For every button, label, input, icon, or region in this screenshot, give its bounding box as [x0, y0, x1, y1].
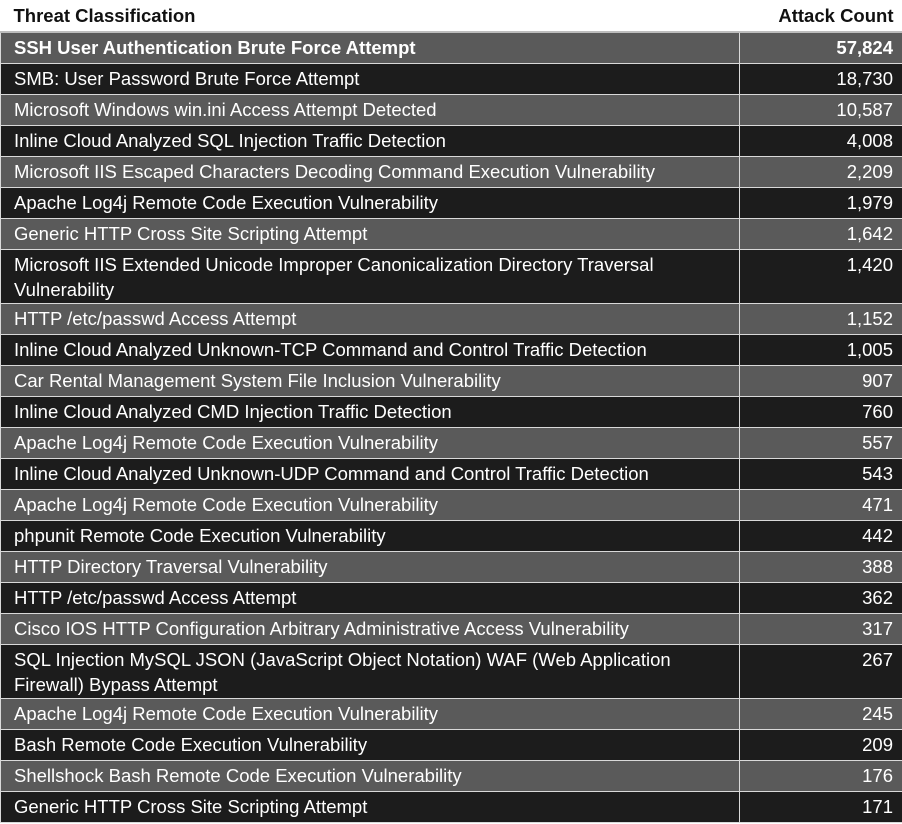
threat-name-cell: SQL Injection MySQL JSON (JavaScript Object Notation) WAF (Web Application Firewall) Bypass Attempt	[1, 644, 740, 698]
attack-count-cell: 171	[740, 791, 902, 822]
attack-count-cell: 245	[740, 698, 902, 729]
threat-name-cell: Apache Log4j Remote Code Execution Vulnerability	[1, 698, 740, 729]
attack-count-cell: 209	[740, 729, 902, 760]
attack-count-cell: 543	[740, 458, 902, 489]
threat-name-cell: Microsoft Windows win.ini Access Attempt Detected	[1, 94, 740, 125]
attack-count-cell: 1,979	[740, 187, 902, 218]
threat-name-cell: SMB: User Password Brute Force Attempt	[1, 63, 740, 94]
table-row	[1, 458, 902, 489]
threat-name-cell: phpunit Remote Code Execution Vulnerability	[1, 520, 740, 551]
table-row	[1, 334, 902, 365]
attack-count-cell: 18,730	[740, 63, 902, 94]
table-row	[1, 644, 902, 698]
attack-count-cell: 2,209	[740, 156, 902, 187]
threat-name-cell: Apache Log4j Remote Code Execution Vulnerability	[1, 427, 740, 458]
attack-count-cell: 1,152	[740, 303, 902, 334]
table-row	[1, 551, 902, 582]
header-threat-classification: Threat Classification	[1, 0, 740, 32]
threat-name-cell: Apache Log4j Remote Code Execution Vulnerability	[1, 489, 740, 520]
threat-name-cell: Microsoft IIS Escaped Characters Decoding Command Execution Vulnerability	[1, 156, 740, 187]
attack-count-cell: 557	[740, 427, 902, 458]
threat-name-cell: Inline Cloud Analyzed Unknown-TCP Command and Control Traffic Detection	[1, 334, 740, 365]
threat-name-cell: Microsoft IIS Extended Unicode Improper Canonicalization Directory Traversal Vulnerability	[1, 249, 740, 303]
table-row	[1, 489, 902, 520]
table-row	[1, 613, 902, 644]
table-row	[1, 156, 902, 187]
threat-name-cell: Bash Remote Code Execution Vulnerability	[1, 729, 740, 760]
table-row	[1, 32, 902, 63]
table-row	[1, 94, 902, 125]
table-row	[1, 63, 902, 94]
table-header	[1, 0, 902, 32]
table-row	[1, 698, 902, 729]
threat-name-cell: Inline Cloud Analyzed SQL Injection Traffic Detection	[1, 125, 740, 156]
threat-name-cell: HTTP Directory Traversal Vulnerability	[1, 551, 740, 582]
table-row	[1, 582, 902, 613]
attack-count-cell: 442	[740, 520, 902, 551]
header-row	[1, 0, 902, 32]
attack-count-cell: 57,824	[740, 32, 902, 63]
threat-name-cell: Cisco IOS HTTP Configuration Arbitrary Administrative Access Vulnerability	[1, 613, 740, 644]
attack-count-cell: 362	[740, 582, 902, 613]
attack-count-cell: 388	[740, 551, 902, 582]
attack-count-cell: 760	[740, 396, 902, 427]
threat-name-cell: Generic HTTP Cross Site Scripting Attempt	[1, 791, 740, 822]
table-row	[1, 125, 902, 156]
table-row	[1, 791, 902, 822]
attack-count-cell: 471	[740, 489, 902, 520]
threat-name-cell: Shellshock Bash Remote Code Execution Vulnerability	[1, 760, 740, 791]
table-row	[1, 303, 902, 334]
header-attack-count: Attack Count	[740, 0, 902, 32]
table-row	[1, 365, 902, 396]
table-row	[1, 218, 902, 249]
threat-name-cell: Inline Cloud Analyzed Unknown-UDP Command and Control Traffic Detection	[1, 458, 740, 489]
attack-count-cell: 1,005	[740, 334, 902, 365]
threat-name-cell: Inline Cloud Analyzed CMD Injection Traffic Detection	[1, 396, 740, 427]
attack-count-cell: 4,008	[740, 125, 902, 156]
table-row	[1, 396, 902, 427]
table-row	[1, 187, 902, 218]
attack-count-cell: 1,420	[740, 249, 902, 303]
table-row	[1, 249, 902, 303]
table-row	[1, 427, 902, 458]
table-row	[1, 729, 902, 760]
table-body	[1, 32, 902, 822]
attack-count-cell: 267	[740, 644, 902, 698]
threat-name-cell: Car Rental Management System File Inclusion Vulnerability	[1, 365, 740, 396]
table-row	[1, 760, 902, 791]
threat-name-cell: SSH User Authentication Brute Force Attempt	[1, 32, 740, 63]
threat-name-cell: HTTP /etc/passwd Access Attempt	[1, 303, 740, 334]
attack-count-cell: 1,642	[740, 218, 902, 249]
threat-name-cell: Apache Log4j Remote Code Execution Vulnerability	[1, 187, 740, 218]
threat-name-cell: Generic HTTP Cross Site Scripting Attempt	[1, 218, 740, 249]
attack-count-cell: 907	[740, 365, 902, 396]
attack-count-cell: 317	[740, 613, 902, 644]
table-row	[1, 520, 902, 551]
attack-count-cell: 10,587	[740, 94, 902, 125]
attack-count-cell: 176	[740, 760, 902, 791]
threat-name-cell: HTTP /etc/passwd Access Attempt	[1, 582, 740, 613]
